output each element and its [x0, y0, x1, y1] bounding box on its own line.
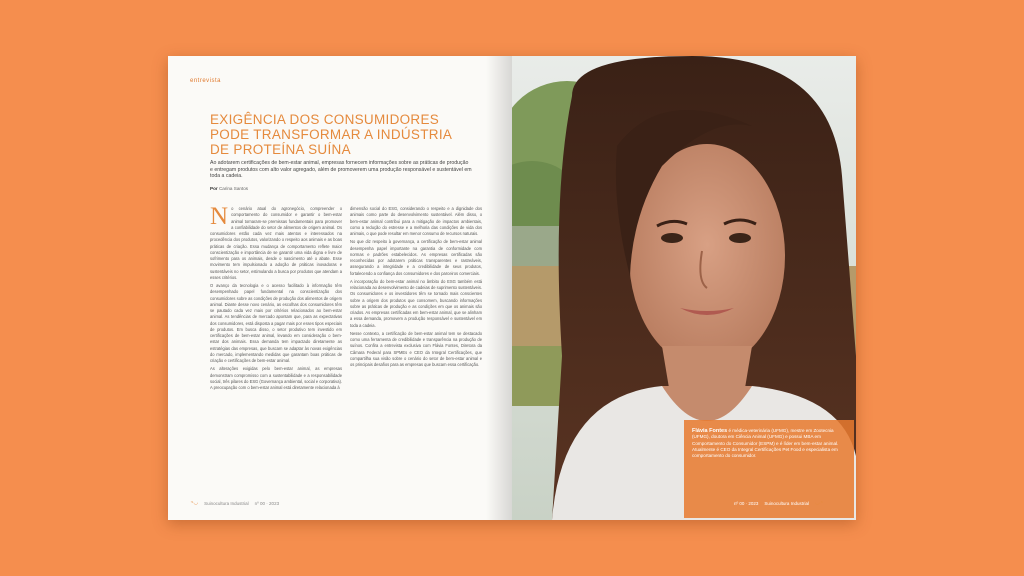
paragraph: A incorporação do bem-estar animal no âmbito do ESG também está relacionada ao desenvolvimento de cadeias de suprimento sustentáveis. Os consumidores e os investidores têm se tornado mais conscientes sobre a origem dos produtos que consomem, buscando informações sobre as práticas de produção e as condições em que os animais são criados. As empresas certificadas em bem-estar animal, que se alinham a essa demanda, promovem a produção responsável e sustentável em toda a cadeia. [350, 278, 482, 328]
text-column-1 [210, 203, 342, 393]
right-page [512, 56, 856, 520]
paragraph: dimensão social do ESG, considerando o respeito e a dignidade dos animais como parte do desenvolvimento sustentável. Além disso, o bem-estar animal contribui para a mitigação de impactos ambientais, como a redução do estresse e a melhoria das condições de vida dos animais, o que pode resultar em menor consumo de recursos naturais. [350, 206, 482, 236]
article-lead: Ao adotarem certificações de bem-estar animal, empresas fornecem informações sobre as práticas de produção e entregam produtos com alto valor agregado, além de promoverem uma produção responsável e sustentável em toda a cadeia. [210, 160, 472, 180]
left-page [168, 56, 512, 520]
page-gutter-shadow [486, 56, 512, 520]
paragraph: No que diz respeito à governança, a certificação de bem-estar animal desempenha papel importante na garantia de conformidade com normas e padrões estabelecidos. As empresas certificadas são reconhecidas por adotarem práticas transparentes e rastreáveis, assegurando a integridade e a credibilidade de seus produtos, fortalecendo a confiança dos consumidores e dos parceiros comerciais. [350, 239, 482, 276]
footer-issue: nº 00 · 2023 [734, 500, 759, 506]
byline-author: Carina Santos [218, 186, 249, 191]
right-page-footer [734, 500, 823, 506]
paragraph: As alterações exigidas pelo bem-estar animal, as empresas demonstram compromisso com a sustentabilidade e a responsabilidade social, três pilares do ESG (Governança ambiental, social e corporativa). A preocupação com o bem-estar animal está diretamente relacionada à [210, 366, 342, 390]
section-tag: entrevista [190, 78, 222, 84]
drop-cap: N [210, 203, 229, 230]
caption-name: Flávia Fontes [692, 428, 728, 434]
paragraph: O avanço da tecnologia e o acesso facilitado à informação têm desempenhado papel fundamental na conscientização dos consumidores sobre as condições de produção dos alimentos de origem animal. Diante desse novo cenário, as escolhas dos consumidores têm se pautado cada vez mais por critérios relacionados ao bem-estar animal. As tendências de mercado apontam que, para as expectativas dos consumidores, está disposta a pagar mais por esses tipos especiais de produtos. Em busca disso, o setor produtivo tem investido em certificações de bem-estar animal, levando em consideração o bem-estar dos animais. Essa demanda tem impactado diretamente as estratégias das empresas, que buscam se adaptar às novas exigências do mercado, implementando medidas que garantam boas práticas de criação e certificações de bem-estar animal. [210, 283, 342, 363]
paragraph [210, 203, 342, 281]
caption-text: é médica-veterinária (UFMG), mestre em Zootecnia (UFMG), doutora em Ciência Animal (UFMG) e possui MBA em Comportamento do Consumidor (ESPM) e é líder em bem-estar animal. Atualmente é CEO da Integral Certificações Pet Food e especialista em comportamento do consumidor. [692, 428, 839, 459]
pig-logo-icon: ◡◔ [814, 500, 824, 506]
pig-logo-icon: ◔◡ [190, 500, 199, 506]
paragraph: Nesse contexto, a certificação de bem-estar animal tem se destacado como uma ferramenta de credibilidade e transparência na produção de suínos. Confira a entrevista exclusiva com Flávia Fontes, Diretora da Câmara Federal para SPMEs e CEO da Integral Certificações, que compartilha sua visão sobre o cenário do setor de bem-estar animal e os principais desafios para as empresas que buscam essa certificação. [350, 330, 482, 367]
byline-label: Por [210, 186, 218, 191]
footer-issue: nº 00 · 2023 [254, 500, 280, 506]
paragraph-text: o cenário atual do agronegócio, compreender o comportamento do consumidor e garantir o bem-estar animal tornaram-se premissas fundamentais para promover a confiabilidade do setor de alimentos de origem animal. Os consumidores estão cada vez mais atentos e interessados na procedência dos produtos, valorizando o respeito aos animais e as boas práticas de criação. Essa mudança de comportamento reflete maior conscientização e importância de se garantir uma vida digna e livre de sofrimento para os animais, desde o nascimento até o abate. Esse movimento tem impulsionado a adoção de práticas inovadoras e sustentáveis no setor, estimulando a busca por produtos que atendam a esses critérios. [210, 206, 342, 280]
footer-brand: Suinocultura Industrial [204, 500, 249, 506]
magazine-spread [168, 56, 856, 520]
article-headline: EXIGÊNCIA DOS CONSUMIDORES PODE TRANSFORMAR A INDÚSTRIA DE PROTEÍNA SUÍNA [210, 112, 452, 157]
photo-caption [692, 428, 844, 459]
text-column-2 [350, 206, 482, 370]
byline [210, 186, 248, 191]
left-page-footer [190, 500, 279, 506]
footer-brand: Suinocultura Industrial [764, 500, 809, 506]
